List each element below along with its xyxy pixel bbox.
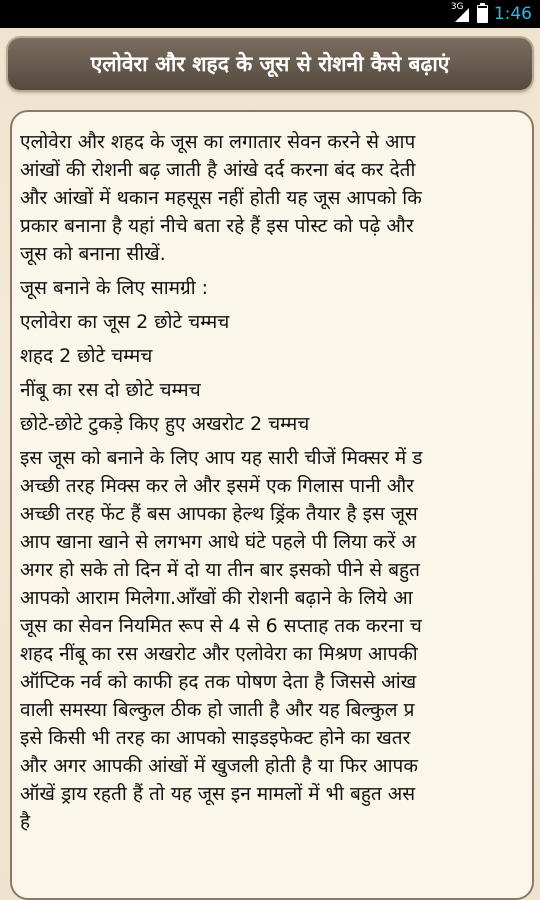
page-title: एलोवेरा और शहद के जूस से रोशनी कैसे बढ़ाएं [90,52,450,76]
network-type-label: 3G [450,2,464,12]
battery-icon [477,5,488,23]
method-line: ऑप्टिक नर्व को काफी हद तक पोषण देता है जिससे आंख [20,671,417,693]
app-screen [0,28,540,900]
method-line: आपको आराम मिलेगा.आँखों की रोशनी बढ़ाने के लिये आ [20,587,413,609]
status-icons [451,3,532,25]
method-line: आप खाना खाने से लगभग आधे घंटे पहले पी लिया करें अ [20,531,417,553]
intro-line: और आंखों में थकान महसूस नहीं होती यह जूस आपको कि [20,187,422,209]
battery-level-fill [478,8,487,22]
method-line: इसे किसी भी तरह का आपको साइडइफेक्ट होने का खतर [20,727,411,749]
intro-line: प्रकार बनाना है यहां नीचे बता रहे हैं इस पोस्ट को पढ़े और [20,215,414,237]
method-line: इस जूस को बनाने के लिए आप यह सारी चीजें मिक्सर में ड [20,447,423,469]
method-line: ऑखें ड्राय रहती हैं तो यह जूस इन मामलों में भी बहुत अस [20,783,416,805]
status-bar [0,0,540,28]
method-line: शहद नींबू का रस अखरोट और एलोवेरा का मिश्रण आपकी [20,643,418,665]
intro-line: आंखों की रोशनी बढ़ जाती है आंखे दर्द करना बंद कर देती [20,159,416,181]
cell-signal-icon [451,4,471,24]
method-paragraph [20,444,534,836]
ingredients-heading: जूस बनाने के लिए सामग्री : [20,277,209,299]
method-line: और अगर आपकी आंखों में खुजली होती है या फिर आपक [20,755,418,777]
method-line: अगर हो सके तो दिन में दो या तीन बार इसको पीने से बहुत [20,559,420,581]
method-line: जूस का सेवन नियमित रूप से 4 से 6 सप्ताह तक करना च [20,615,422,637]
ingredient-item: नींबू का रस दो छोटे चम्मच [20,379,201,401]
article-content-box[interactable] [10,110,534,900]
article-text [20,128,534,842]
method-line: है [20,811,31,833]
ingredient-item: शहद 2 छोटे चम्मच [20,345,153,367]
intro-line: जूस को बनाना सीखें. [20,243,166,265]
method-line: वाली समस्या बिल्कुल ठीक हो जाती है और यह बिल्कुल प्र [20,699,415,721]
ingredient-item: एलोवेरा का जूस 2 छोटे चम्मच [20,311,230,333]
intro-paragraph [20,128,534,268]
status-time: 1:46 [493,4,532,24]
title-bar [8,38,532,90]
method-line: अच्छी तरह मिक्स कर ले और इसमें एक गिलास पानी और [20,475,414,497]
intro-line: एलोवेरा और शहद के जूस का लगातार सेवन करने से आप [20,131,416,153]
ingredient-item: छोटे-छोटे टुकड़े किए हुए अखरोट 2 चम्मच [20,413,310,435]
method-line: अच्छी तरह फेंट हैं बस आपका हेल्थ ड्रिंक तैयार है इस जूस [20,503,418,525]
